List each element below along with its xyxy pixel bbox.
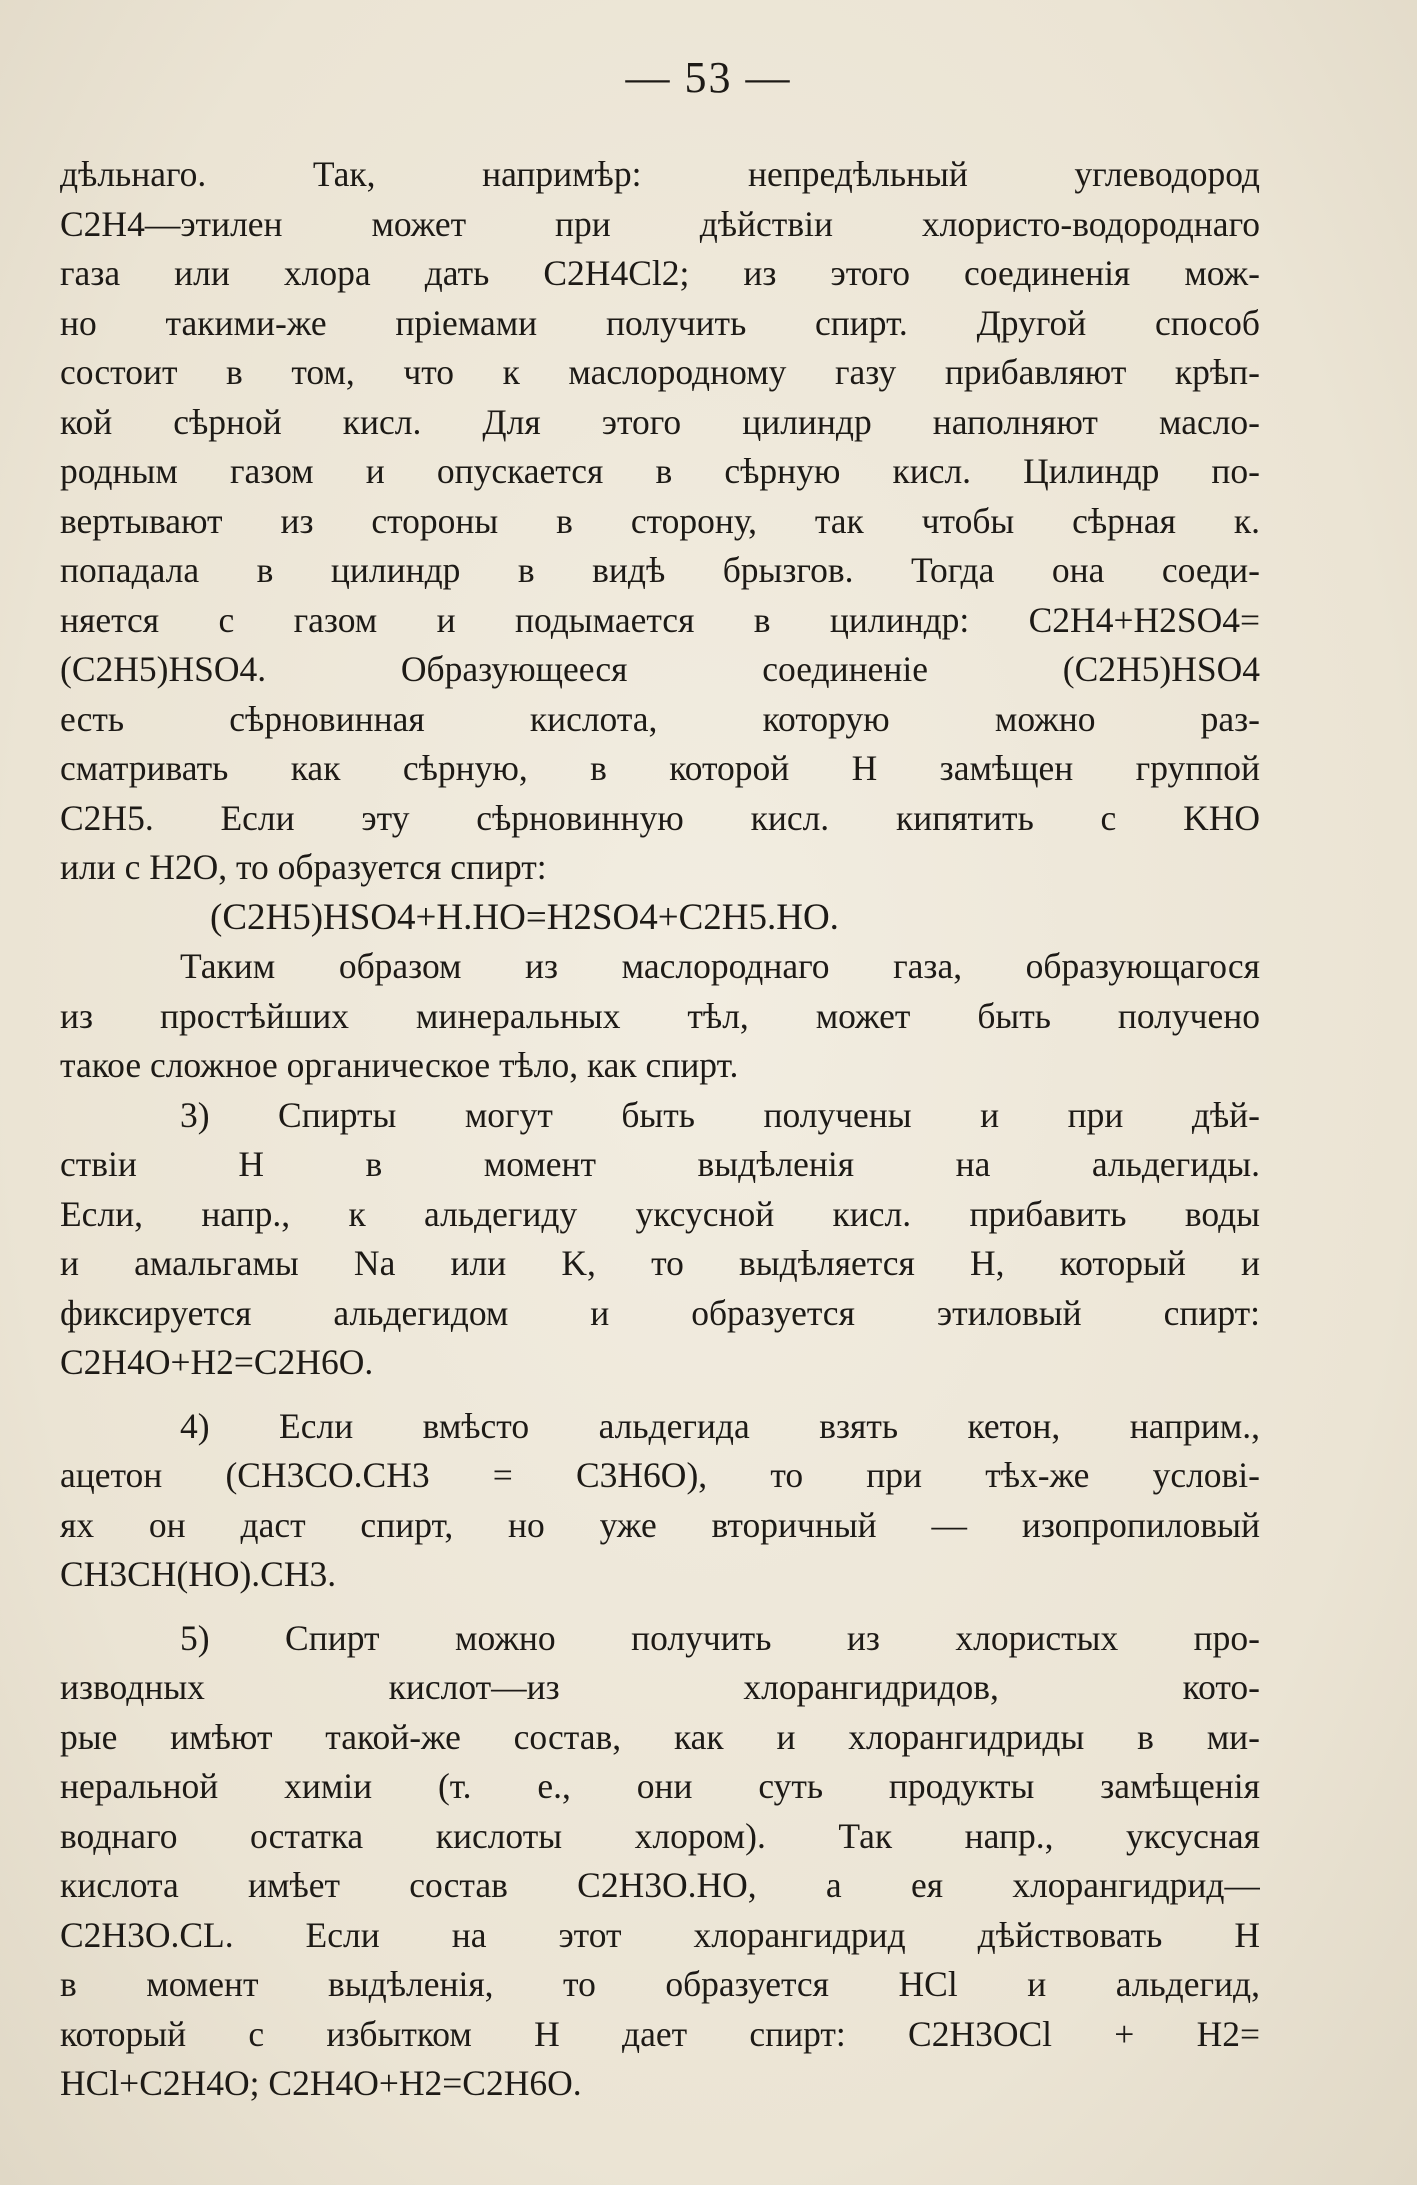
text-line: или с H2O, то образуется спирт: bbox=[60, 847, 547, 887]
text-line: кой сѣрной кисл. Для этого цилиндр наполняют масло- bbox=[60, 401, 1260, 442]
text-line: и амальгамы Na или K, то выдѣляется H, который и bbox=[60, 1243, 1260, 1283]
page-number: — 53 — bbox=[625, 53, 792, 102]
text-line: вертывают из стороны в сторону, так чтобы сѣрная к. bbox=[60, 500, 1260, 541]
text-line: неральной химіи (т. е., они суть продукты замѣщенія bbox=[60, 1766, 1260, 1806]
text-line: попадала в цилиндр в видѣ брызгов. Тогда она соеди- bbox=[60, 550, 1260, 590]
body-text bbox=[60, 150, 1260, 2109]
paragraph-start-item-5: 5) Спирт можно получить из хлористых про- bbox=[180, 1617, 1260, 1658]
text-line: фиксируется альдегидом и образуется этиловый спирт: bbox=[60, 1292, 1260, 1333]
paragraph-start: Таким образом из маслороднаго газа, образующагося bbox=[180, 946, 1260, 986]
text-line: изводных кислот—из хлорангидридов, кото- bbox=[60, 1667, 1260, 1707]
text-line: (C2H5)HSO4. Образующееся соединеніе (C2H5)HSO4 bbox=[60, 649, 1260, 689]
text-line: состоит в том, что к маслородному газу прибавляют крѣп- bbox=[60, 352, 1260, 392]
text-line: няется с газом и подымается в цилиндр: C2H4+H2SO4= bbox=[60, 599, 1260, 640]
text-line: CH3CH(HO).CH3. bbox=[60, 1554, 337, 1594]
text-line: Если, напр., к альдегиду уксусной кисл. прибавить воды bbox=[60, 1193, 1260, 1234]
paragraph-start-item-4: 4) Если вмѣсто альдегида взять кетон, наприм., bbox=[180, 1405, 1260, 1446]
text-line: есть сѣрновинная кислота, которую можно раз- bbox=[60, 698, 1260, 739]
formula-line: (C2H5)HSO4+H.HO=H2SO4+C2H5.HO. bbox=[210, 896, 839, 938]
text-line: C2H4—этилен может при дѣйствіи хлористо-водороднаго bbox=[60, 203, 1260, 244]
text-line: ствіи H в момент выдѣленія на альдегиды. bbox=[60, 1144, 1260, 1184]
text-line: сматривать как сѣрную, в которой H замѣщен группой bbox=[60, 748, 1260, 788]
text-line: ацетон (CH3CO.CH3 = C3H6O), то при тѣх-же услові- bbox=[60, 1455, 1260, 1495]
text-line: ях он даст спирт, но уже вторичный — изопропиловый bbox=[60, 1504, 1260, 1545]
text-line: C2H3O.CL. Если на этот хлорангидрид дѣйствовать H bbox=[60, 1914, 1260, 1955]
text-line: такое сложное органическое тѣло, как спирт. bbox=[60, 1045, 739, 1085]
text-line: C2H4O+H2=C2H6O. bbox=[60, 1342, 374, 1382]
text-line: но такими-же пріемами получить спирт. Другой способ bbox=[60, 302, 1260, 343]
paragraph-start-item-3: 3) Спирты могут быть получены и при дѣй- bbox=[180, 1094, 1260, 1135]
text-line: в момент выдѣленія, то образуется HCl и альдегид, bbox=[60, 1964, 1260, 2004]
text-line: воднаго остатка кислоты хлором). Так напр., уксусная bbox=[60, 1815, 1260, 1856]
text-line: кислота имѣет состав C2H3O.HO, а ея хлорангидрид— bbox=[60, 1865, 1260, 1905]
text-line: газа или хлора дать C2H4Cl2; из этого соединенія мож- bbox=[60, 253, 1260, 293]
text-line: который с избытком H дает спирт: C2H3OCl + H2= bbox=[60, 2013, 1260, 2054]
text-line: дѣльнаго. Так, напримѣр: непредѣльный углеводород bbox=[60, 154, 1260, 194]
text-line: родным газом и опускается в сѣрную кисл. Цилиндр по- bbox=[60, 451, 1260, 491]
text-line: из простѣйших минеральных тѣл, может быть получено bbox=[60, 995, 1260, 1036]
text-line: рые имѣют такой-же состав, как и хлорангидриды в ми- bbox=[60, 1716, 1260, 1757]
text-line: C2H5. Если эту сѣрновинную кисл. кипятить с KHO bbox=[60, 797, 1260, 838]
text-line: HCl+C2H4O; C2H4O+H2=C2H6O. bbox=[60, 2063, 582, 2103]
